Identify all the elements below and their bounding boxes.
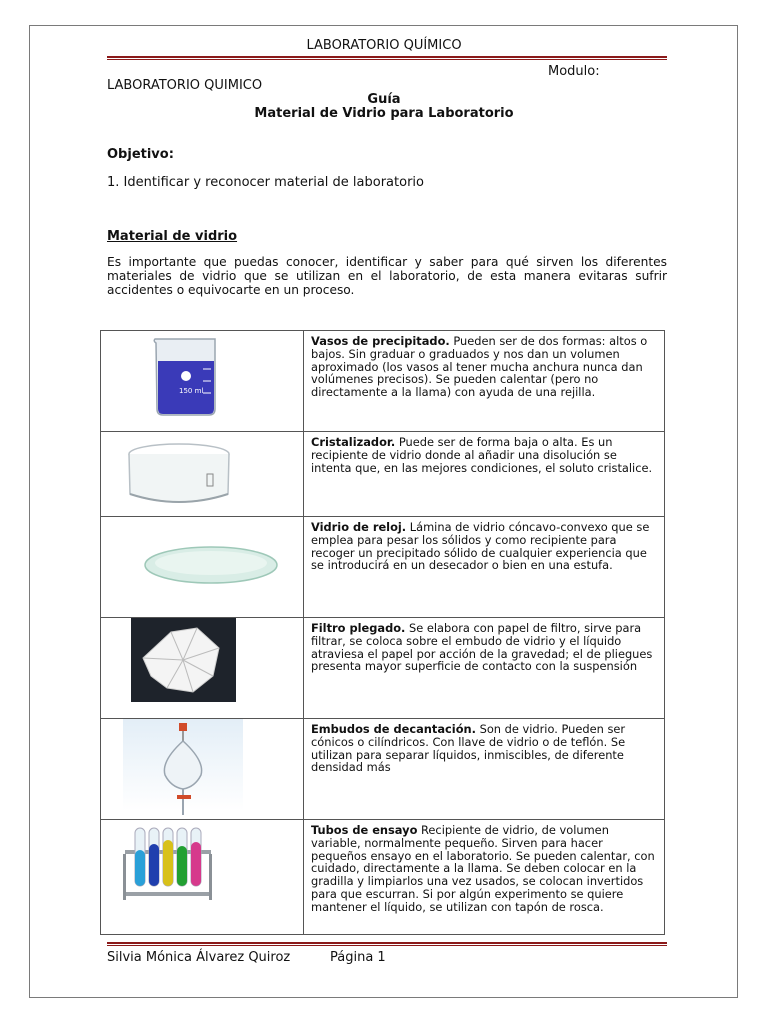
section-heading: Material de vidrio [107,229,238,244]
material-description [304,331,665,432]
materials-table [100,330,665,935]
material-name: Vasos de precipitado. [311,334,450,348]
table-row [101,331,665,432]
watch-glass-icon [101,517,303,617]
material-text: Lámina de vidrio cóncavo-convexo que se emplea para pesar los sólidos y como recipiente para recoger un precipitado sólido de cualquier experiencia que se introducirá en un desecador o bien en una estufa. [311,520,650,573]
material-name: Tubos de ensayo [311,823,418,837]
material-description [304,432,665,517]
header-rule [107,56,667,60]
table-row [101,719,665,820]
table-row [101,820,665,935]
image-cell [101,517,304,618]
table-row [101,618,665,719]
footer-page-number: Página 1 [330,950,386,965]
material-text: Pueden ser de dos formas: altos o bajos. Sin graduar o graduados y nos dan un volumen aproximado (los vasos al tener mucha anchura nunca dan volúmenes precisos). Se pueden calentar (pero no directamente a la llama) con ayuda de una rejilla. [311,334,648,400]
objective-heading: Objetivo: [107,147,174,162]
table-row [101,432,665,517]
beaker-volume-label: 150 ml [179,387,204,395]
crystallizer-icon [101,432,303,516]
material-text: Puede ser de forma baja o alta. Es un recipiente de vidrio donde al añadir una disolución se intenta que, en las mejores condiciones, el soluto cristalice. [311,435,653,475]
material-name: Embudos de decantación. [311,722,476,736]
test-tubes-icon [101,820,303,934]
footer-author: Silvia Mónica Álvarez Quiroz [107,950,291,965]
material-text: Se elabora con papel de filtro, sirve para filtrar, se coloca sobre el embudo de vidrio y el líquido atraviesa el papel por acción de la gravedad; el de pliegues presenta mayor superficie de contacto con la suspensión [311,621,653,674]
material-name: Filtro plegado. [311,621,406,635]
material-name: Cristalizador. [311,435,396,449]
material-text: Son de vidrio. Pueden ser cónicos o cilíndricos. Con llave de vidrio o de teflón. Se utilizan para separar líquidos, inmiscibles, de diferente densidad más [311,722,626,775]
image-cell [101,432,304,517]
table-row [101,517,665,618]
lab-label: LABORATORIO QUIMICO [107,78,263,93]
image-cell [101,331,304,432]
image-cell [101,719,304,820]
objective-item: 1. Identificar y reconocer material de laboratorio [107,175,424,190]
material-description [304,517,665,618]
document-subtitle: Material de Vidrio para Laboratorio [254,106,514,121]
material-text: Recipiente de vidrio, de volumen variable, normalmente pequeño. Sirven para hacer pequeños ensayo en el laboratorio. Se pueden calentar, con cuidado, directamente a la llama. Se deben colocar en la gradilla y limpiarlos una vez usados, se colocan invertidos para que escurran. Si por algún experimento se quiere mantener el líquido, se utilizan con tapón de rosca. [311,823,655,914]
material-name: Vidrio de reloj. [311,520,407,534]
material-description [304,820,665,935]
beaker-icon [101,331,303,431]
image-cell [101,820,304,935]
guide-title: Guía [367,92,401,107]
header-title: LABORATORIO QUÍMICO [306,38,462,53]
folded-filter-icon [101,618,303,718]
material-description [304,618,665,719]
material-description [304,719,665,820]
image-cell [101,618,304,719]
modulo-label: Modulo: [548,64,600,79]
intro-paragraph: Es importante que puedas conocer, identificar y saber para qué sirven los diferentes materiales de vidrio que se utilizan en el laboratorio, de esta manera evitaras sufrir accidentes o equivocarte en un proceso. [107,255,667,297]
separatory-funnel-icon [101,719,303,819]
footer-rule [107,942,667,946]
